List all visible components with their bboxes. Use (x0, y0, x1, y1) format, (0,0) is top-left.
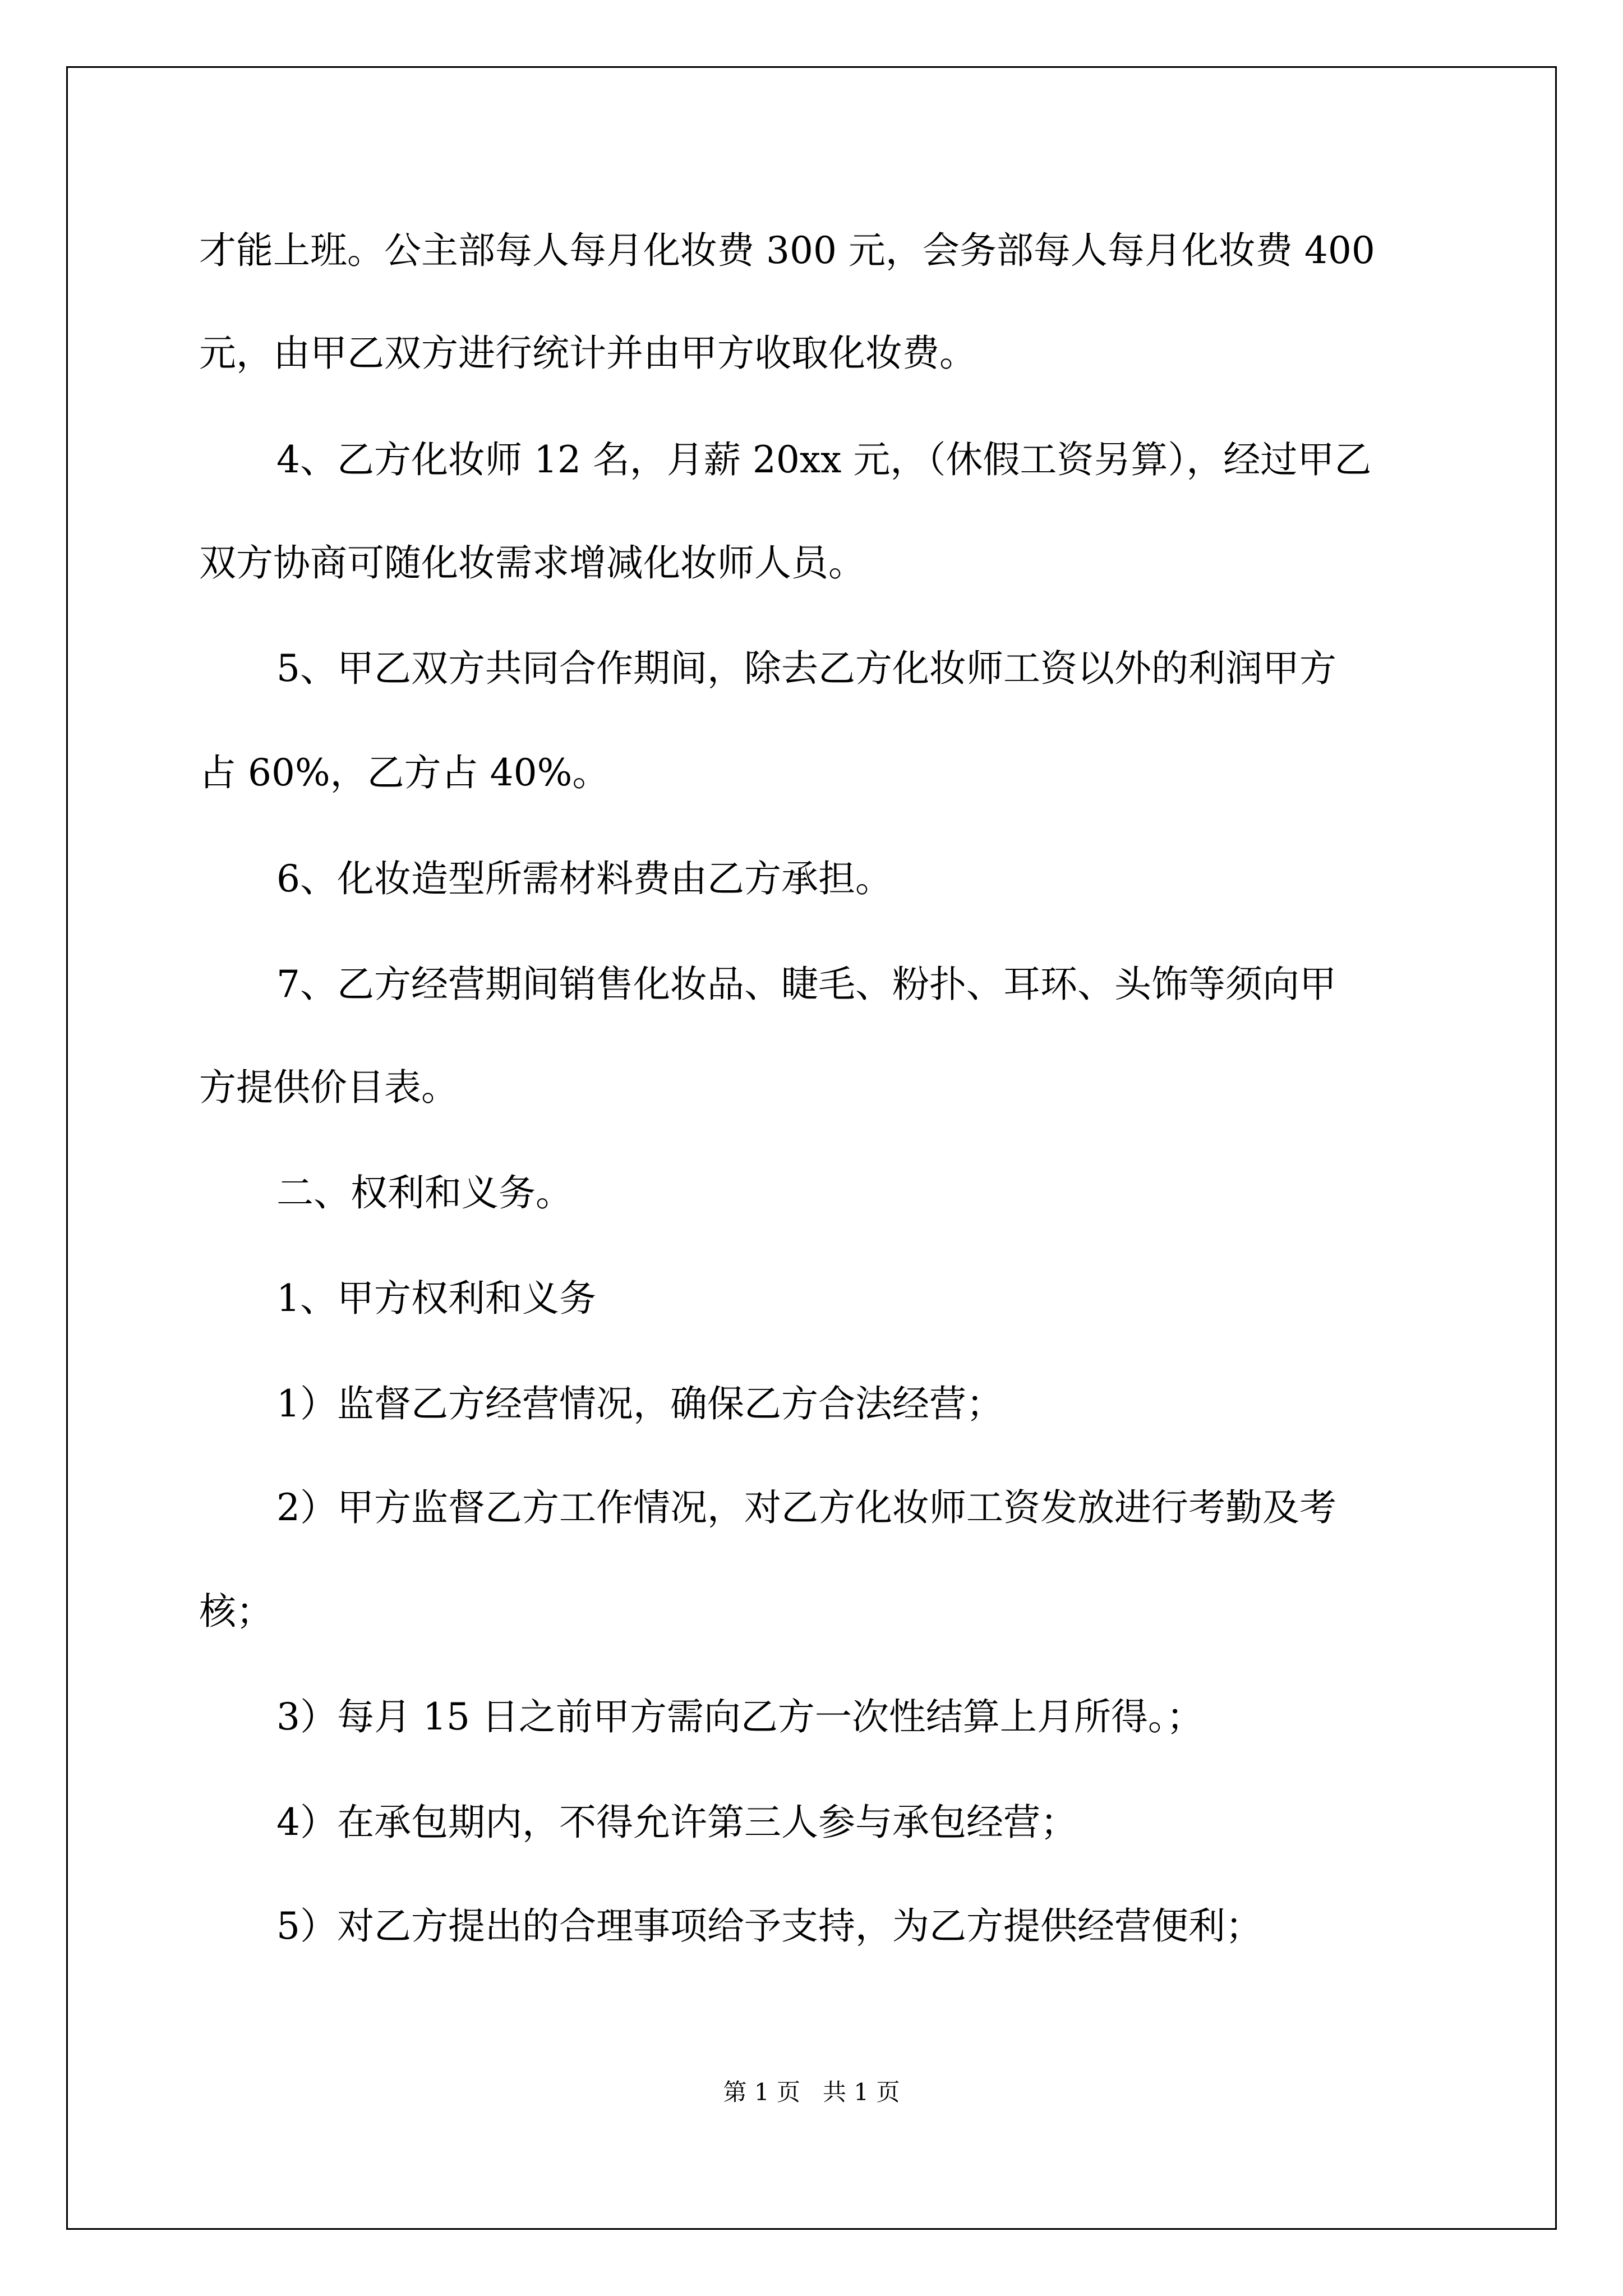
text-line: 双方协商可随化妆需求增减化妆师人员。 (199, 541, 865, 585)
text-line: 二、权利和义务。 (276, 1171, 573, 1214)
text-line: 7、乙方经营期间销售化妆品、睫毛、粉扑、耳环、头饰等须向甲 (276, 963, 1336, 1006)
page-number-footer: 第 1 页 共 1 页 (723, 2078, 900, 2106)
text-line: 方提供价目表。 (199, 1066, 458, 1109)
text-line: 1、甲方权利和义务 (276, 1277, 596, 1320)
text-line: 1）监督乙方经营情况，确保乙方合法经营； (276, 1382, 1003, 1425)
text-line: 2）甲方监督乙方工作情况，对乙方化妆师工资发放进行考勤及考 (276, 1486, 1336, 1529)
text-line: 6、化妆造型所需材料费由乙方承担。 (276, 857, 892, 900)
text-line: 元，由甲乙双方进行统计并由甲方收取化妆费。 (199, 332, 976, 375)
text-line: 才能上班。公主部每人每月化妆费 300 元，会务部每人每月化妆费 400 (199, 229, 1375, 272)
text-line: 3）每月 15 日之前甲方需向乙方一次性结算上月所得。； (276, 1695, 1204, 1738)
text-line: 5）对乙方提出的合理事项给予支持，为乙方提供经营便利； (276, 1904, 1262, 1948)
text-line: 4、乙方化妆师 12 名，月薪 20xx 元，（休假工资另算），经过甲乙 (276, 438, 1372, 481)
text-line: 5、甲乙双方共同合作期间，除去乙方化妆师工资以外的利润甲方 (276, 647, 1336, 690)
text-line: 核； (199, 1590, 273, 1633)
text-line: 占 60%，乙方占 40%。 (199, 751, 610, 794)
text-line: 4）在承包期内，不得允许第三人参与承包经营； (276, 1801, 1077, 1844)
